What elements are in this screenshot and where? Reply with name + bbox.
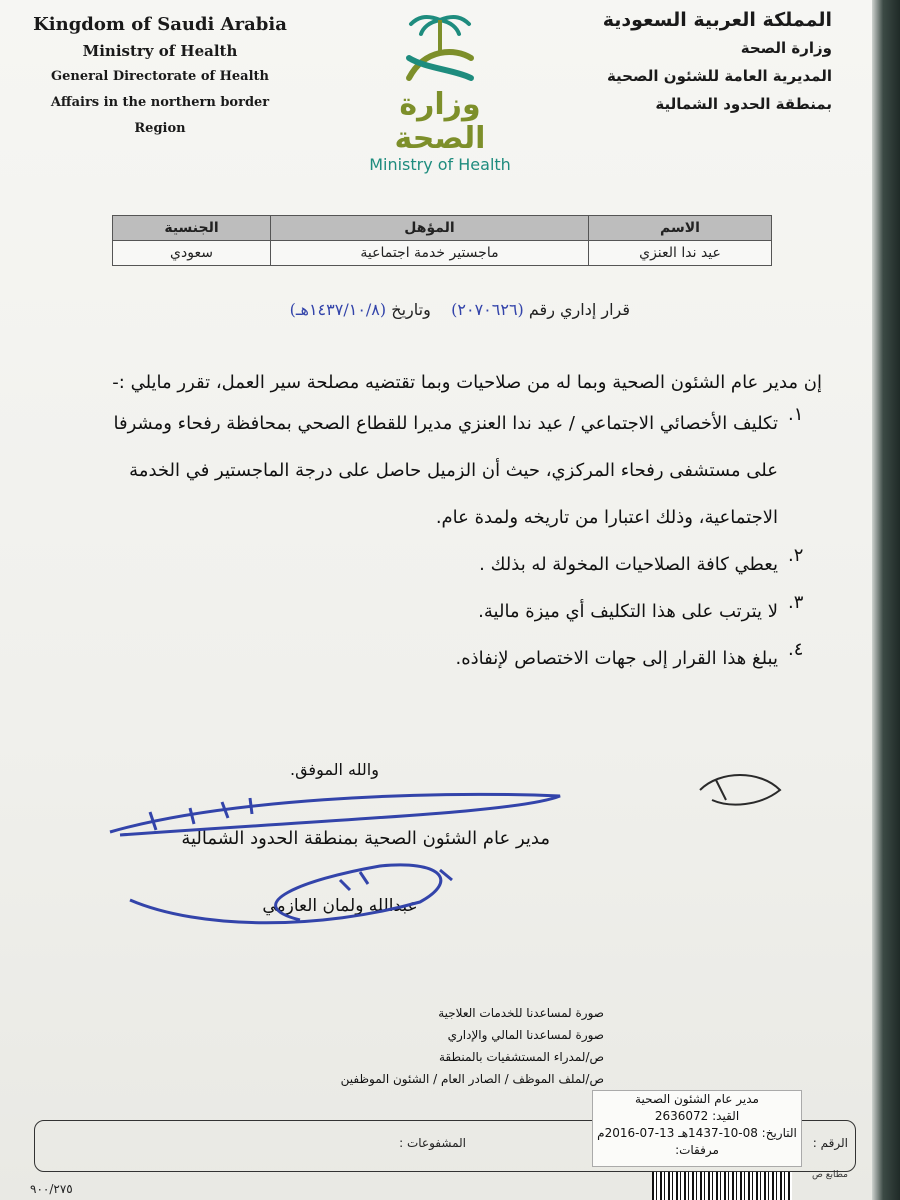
- decision-line: [230, 300, 630, 319]
- stamp-line: مدير عام الشئون الصحية: [635, 1092, 759, 1106]
- decision-label: قرار إداري رقم: [528, 300, 630, 319]
- cc-list: [244, 1002, 604, 1090]
- lh-ar-line: المملكة العربية السعودية: [602, 9, 832, 31]
- cc-item: ص/لملف الموظف / الصادر العام / الشئون الموظفين: [340, 1072, 604, 1086]
- signatory-title: مدير عام الشئون الصحية بمنطقة الحدود الشمالية: [181, 828, 550, 849]
- stamp-reg-label: القيد:: [712, 1109, 740, 1123]
- decision-date-label: وتاريخ: [391, 300, 431, 319]
- stamp-reg-number: 2636072: [654, 1109, 709, 1123]
- list-item: [100, 541, 822, 588]
- stamp-reg-row: [593, 1108, 801, 1125]
- lh-ar-line: المديرية العامة للشئون الصحية: [606, 67, 832, 85]
- item-number: ٤.: [788, 639, 804, 660]
- letterhead-arabic: [552, 6, 832, 118]
- table-row: [113, 241, 772, 266]
- header-nationality: الجنسية: [113, 216, 271, 241]
- lh-en-line: General Directorate of Health: [51, 69, 269, 84]
- signature-stroke: [340, 870, 452, 890]
- barcode: [652, 1172, 792, 1200]
- registration-stamp: [592, 1090, 802, 1167]
- lh-en-line: Kingdom of Saudi Arabia: [33, 14, 287, 35]
- logo-arabic-text: وزارة الصحة: [394, 87, 486, 156]
- decision-items: [100, 400, 822, 682]
- decision-date: (١٤٣٧/١٠/٨هـ): [289, 300, 387, 319]
- palm-swords-icon: [395, 8, 485, 88]
- table-header-row: [113, 216, 772, 241]
- list-item: [100, 400, 822, 541]
- ministry-logo: [350, 8, 530, 174]
- closing-phrase: والله الموفق.: [290, 760, 379, 779]
- decision-body: [100, 368, 822, 682]
- form-number: ٩٠٠/٢٧٥: [30, 1182, 73, 1196]
- signature-stroke: [150, 798, 252, 830]
- letterhead-english: [30, 12, 290, 142]
- lh-en-line: Affairs in the northern border Region: [50, 95, 270, 136]
- cc-item: صورة لمساعدنا للخدمات العلاجية: [438, 1006, 604, 1020]
- stamp-date: التاريخ: 08-10-1437هـ 13-07-2016م: [597, 1126, 797, 1140]
- lh-en-line: Ministry of Health: [82, 42, 238, 60]
- footer-attachments-label: المشفوعات :: [399, 1136, 466, 1150]
- stamp-attachments: مرفقات:: [675, 1143, 719, 1157]
- item-text: تكليف الأخصائي الاجتماعي / عيد ندا العنزي مديرا للقطاع الصحي بمحافظة رفحاء ومشرفا على مستشفى رفحاء المركزي، حيث أن الزميل حاصل على درجة الماجستير في الخدمة الاجتماعية، وذلك اعتبارا من تاريخه ولمدة عام.: [113, 413, 778, 528]
- employee-info-table: [112, 215, 772, 266]
- header-name: الاسم: [589, 216, 772, 241]
- lh-ar-line: بمنطقة الحدود الشمالية: [655, 95, 832, 113]
- body-intro: إن مدير عام الشئون الصحية وبما له من صلاحيات وبما تقتضيه مصلحة سير العمل، تقرر مايلي :-: [112, 372, 822, 393]
- footer-ref-label: الرقم :: [812, 1136, 848, 1150]
- decision-number: (٢٠٧٠٦٢٦): [451, 300, 524, 319]
- cc-item: ص/لمدراء المستشفيات بالمنطقة: [438, 1050, 604, 1064]
- item-text: لا يترتب على هذا التكليف أي ميزة مالية.: [478, 601, 778, 622]
- signatory-name: عبدالله ولمان العازمي: [262, 896, 418, 916]
- initials-stroke: [700, 775, 780, 805]
- list-item: [100, 588, 822, 635]
- list-item: [100, 635, 822, 682]
- item-text: يبلغ هذا القرار إلى جهات الاختصاص لإنفاذه.: [455, 648, 778, 669]
- cc-item: صورة لمساعدنا المالي والإداري: [447, 1028, 604, 1042]
- printer-mark: مطابع ص: [812, 1170, 848, 1180]
- cell-name: عيد ندا العنزي: [589, 241, 772, 266]
- logo-english-text: Ministry of Health: [369, 155, 511, 174]
- cell-qualification: ماجستير خدمة اجتماعية: [271, 241, 589, 266]
- item-text: يعطي كافة الصلاحيات المخولة له بذلك .: [479, 554, 778, 575]
- header-qualification: المؤهل: [271, 216, 589, 241]
- lh-ar-line: وزارة الصحة: [740, 39, 832, 57]
- item-number: ٣.: [788, 592, 804, 613]
- item-number: ٢.: [788, 545, 804, 566]
- item-number: ١.: [788, 404, 804, 425]
- desk-background: [872, 0, 900, 1200]
- cell-nationality: سعودي: [113, 241, 271, 266]
